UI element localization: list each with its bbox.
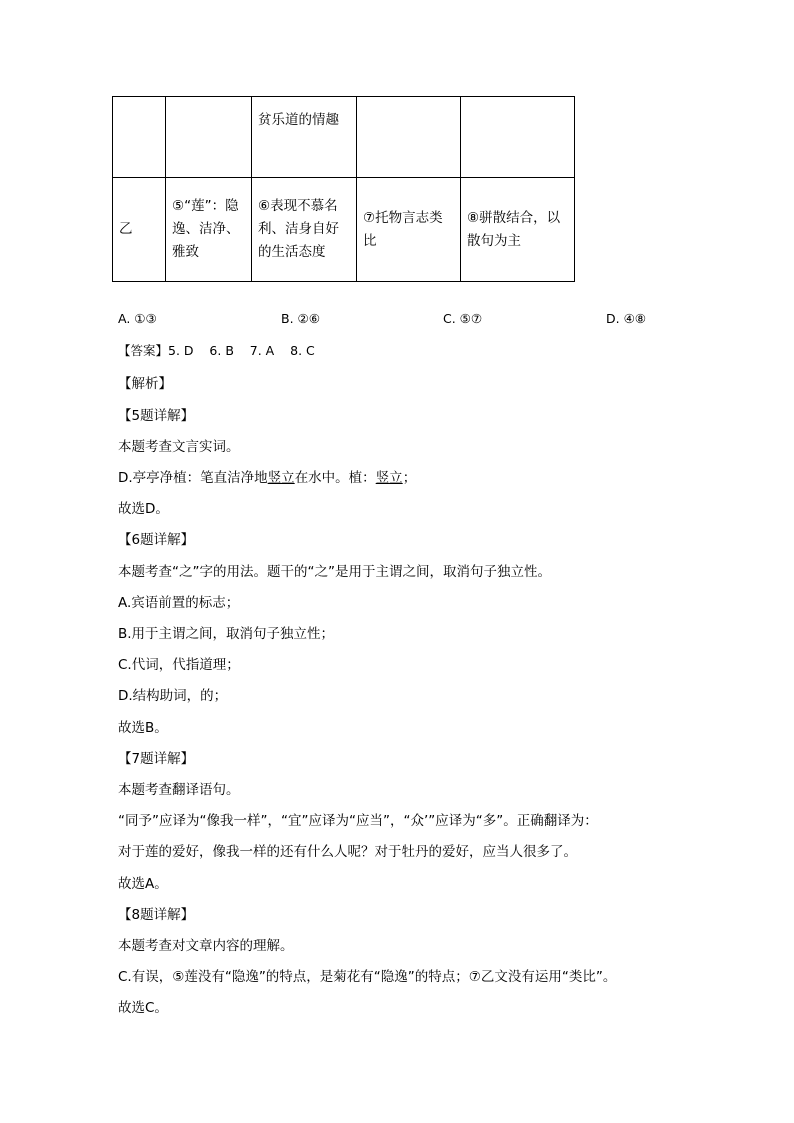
q8-text: 本题考查对文章内容的理解。: [118, 938, 294, 954]
table-cell: ⑧骈散结合，以散句为主: [461, 178, 575, 282]
text: 在水中。植：: [294, 470, 376, 486]
q6-text: 本题考查“之”字的用法。题干的“之”是用于主谓之间，取消句子独立性。: [118, 564, 551, 580]
text: D.亭亭净植：笔直洁净地: [118, 470, 268, 486]
table-cell: [166, 97, 252, 178]
q5-text: 本题考查文言实词。: [118, 439, 240, 455]
q7-heading: 【7题详解】: [118, 751, 195, 767]
table-row: [113, 178, 575, 282]
q8-explanation: C.有误，⑤莲没有“隐逸”的特点，是菊花有“隐逸”的特点；⑦乙文没有运用“类比”。: [118, 969, 617, 985]
option-c: C. ⑤⑦: [443, 311, 483, 326]
comparison-table: [112, 96, 575, 282]
answer-line: 【答案】5. D 6. B 7. A 8. C: [118, 343, 315, 358]
underlined-text: 竖立: [267, 470, 295, 486]
table-row: [113, 97, 575, 178]
table-cell: [113, 97, 166, 178]
table-cell: [461, 97, 575, 178]
q8-heading: 【8题详解】: [118, 907, 195, 923]
table-cell: 贫乐道的情趣: [252, 97, 357, 178]
q5-heading: 【5题详解】: [118, 408, 195, 424]
q5-conclusion: 故选D。: [118, 501, 169, 517]
q6-option-b: B.用于主谓之间，取消句子独立性；: [118, 626, 335, 642]
q5-explanation: [118, 466, 416, 486]
q7-explanation: “同予”应译为“像我一样”，“宜”应译为“应当”，“众’”应译为“多”。正确翻译为：: [118, 813, 598, 829]
table-cell: [357, 97, 461, 178]
table-cell: ⑦托物言志类比: [357, 178, 461, 282]
q7-text: 本题考查翻译语句。: [118, 782, 240, 798]
q7-translation: 对于莲的爱好，像我一样的还有什么人呢？对于牡丹的爱好，应当人很多了。: [118, 844, 577, 860]
option-a: A. ①③: [118, 311, 157, 326]
q6-heading: 【6题详解】: [118, 532, 195, 548]
table-cell: ⑥表现不慕名利、洁身自好的生活态度: [252, 178, 357, 282]
underlined-text: 竖立: [375, 470, 403, 486]
text: ；: [402, 470, 417, 486]
q6-option-c: C.代词，代指道理；: [118, 657, 240, 673]
option-b: B. ②⑥: [281, 311, 320, 326]
q6-conclusion: 故选B。: [118, 720, 168, 736]
q6-option-a: A.宾语前置的标志；: [118, 595, 240, 611]
q8-conclusion: 故选C。: [118, 1000, 168, 1016]
option-d: D. ④⑧: [606, 311, 646, 326]
table-cell: 乙: [113, 178, 166, 282]
q7-conclusion: 故选A。: [118, 876, 168, 892]
q6-option-d: D.结构助词，的；: [118, 688, 228, 704]
table-cell: ⑤“莲”：隐逸、洁净、雅致: [166, 178, 252, 282]
analysis-heading: 【解析】: [118, 376, 172, 392]
